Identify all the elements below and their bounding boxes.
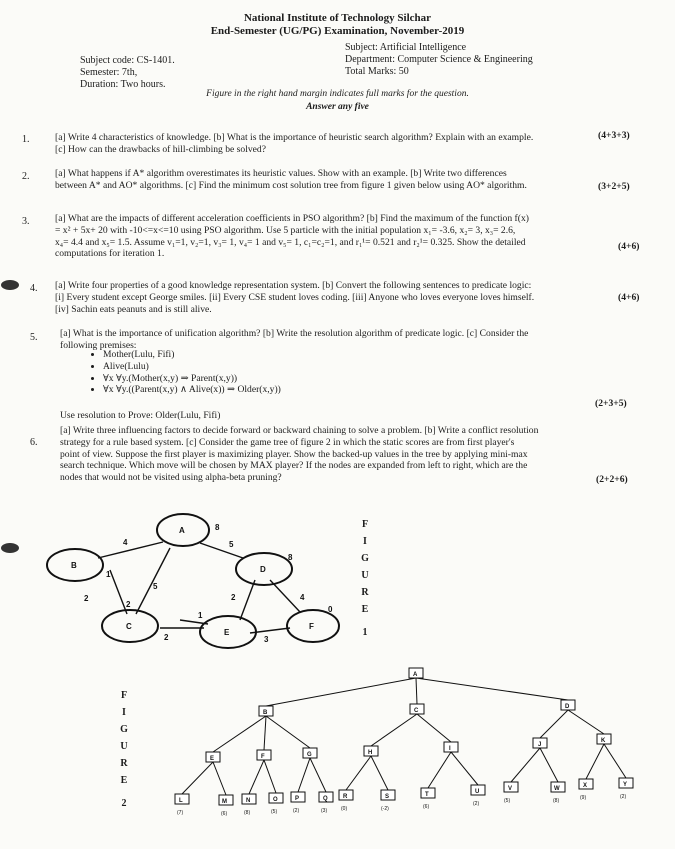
tree-node-i-label: I xyxy=(449,746,451,752)
figure-1-label-char: F xyxy=(361,519,369,530)
graph-node-d-label: D xyxy=(260,565,266,574)
question-5-tail: Use resolution to Prove: Older(Lulu, Fifi) xyxy=(60,410,221,421)
tree-edge xyxy=(249,760,264,794)
graph-node-b-label: B xyxy=(71,561,77,570)
question-2-line-1: [a] What happens if A* algorithm overestimates its heuristic values. Show with an example. [b] Write two differences xyxy=(55,168,507,179)
question-1-number: 1. xyxy=(22,134,30,145)
leaf-o xyxy=(269,793,283,815)
tree-edge xyxy=(568,710,604,734)
edge-cost: 1 xyxy=(106,570,111,579)
figure-2-label-char: E xyxy=(120,775,128,786)
leaf-r xyxy=(339,790,353,812)
premise-3: • ∀x ∀y.(Mother(x,y) ⇒ Parent(x,y)) xyxy=(103,373,281,385)
tree-node-h-label: H xyxy=(368,750,373,756)
edge-cost: 2 xyxy=(164,633,169,642)
department: Department: Computer Science & Engineering xyxy=(345,54,533,65)
tree-node-k-label: K xyxy=(601,738,606,744)
leaf-q-label: Q xyxy=(323,796,328,802)
heuristic-d: 8 xyxy=(288,553,293,562)
tree-edge xyxy=(586,744,604,779)
tree-node-d-label: D xyxy=(565,704,570,710)
premise-2: • Alive(Lulu) xyxy=(103,361,281,373)
leaf-v-value: (5) xyxy=(504,798,511,804)
edge-cost: 2 xyxy=(231,593,236,602)
figure-2-label-char: F xyxy=(120,690,128,701)
margin-note: Figure in the right hand margin indicates full marks for the question. xyxy=(206,89,469,99)
tree-edge xyxy=(416,678,417,704)
question-6-number: 6. xyxy=(30,437,38,448)
question-3-line-4: computations for iteration 1. xyxy=(55,248,165,260)
question-2-line-2: between A* and AO* algorithms. [c] Find the minimum cost solution tree from figure 1 given below using AO* algorithm. xyxy=(55,179,527,191)
figure-1-label-char: I xyxy=(363,536,367,547)
tree-node-g-label: G xyxy=(307,752,312,758)
question-6-marks: (2+2+6) xyxy=(596,474,628,485)
question-6-line-5: nodes that would not be visited using alpha-beta pruning? xyxy=(60,472,282,484)
question-3-line-3: x₄= 4.4 and x₅= 1.5. Assume v₁=1, v₂=1, v₃= 1, v₄= 1 and v₅= 1, c₁=c₂=1, and r₁¹= 0.521 and r₂¹= 0.325. Show the detailed xyxy=(55,236,526,248)
leaf-l-label: L xyxy=(179,798,183,804)
question-6-line-1: [a] Write three influencing factors to decide forward or backward chaining to solve a problem. [b] Write a conflict resolution xyxy=(60,425,539,436)
leaf-m xyxy=(219,795,233,817)
question-3-number: 3. xyxy=(22,216,30,227)
figure-1-label-char: U xyxy=(361,570,369,581)
tree-edge xyxy=(511,748,540,782)
subject-code: Subject code: CS-1401. xyxy=(80,55,175,66)
leaf-p-value: (2) xyxy=(293,808,300,814)
tree-node-c-label: C xyxy=(414,708,419,714)
tree-edge xyxy=(540,748,558,782)
figure-1-label-char: G xyxy=(361,553,369,564)
tree-edge xyxy=(540,710,568,738)
leaf-n-label: N xyxy=(246,798,251,804)
edge-cost: 2 xyxy=(126,600,131,609)
leaf-p-label: P xyxy=(295,796,300,802)
question-5-line-2: following premises: xyxy=(60,339,137,351)
leaf-o-value: (5) xyxy=(271,809,278,815)
edge-cost: 5 xyxy=(153,582,158,591)
tree-edge xyxy=(213,762,226,795)
question-2-number: 2. xyxy=(22,171,30,182)
semester: Semester: 7th, xyxy=(80,67,138,78)
exam-title: End-Semester (UG/PG) Examination, November-2019 xyxy=(210,25,465,37)
tree-edge xyxy=(346,756,371,790)
leaf-s-label: S xyxy=(385,794,390,800)
tree-edge xyxy=(182,762,213,794)
figure-2-label-char: R xyxy=(120,758,128,769)
tree-node-f-label: F xyxy=(261,754,265,760)
question-6-line-3: point of view. Suppose the first player is maximizing player. Show the backed-up values in the tree by applying mini-max xyxy=(60,448,528,460)
leaf-m-value: (6) xyxy=(221,811,228,817)
question-3-line-1: [a] What are the impacts of different acceleration coefficients in PSO algorithm? [b] Find the maximum of the function f(x) xyxy=(55,213,529,224)
figure-2-label-char: U xyxy=(120,741,128,752)
question-4-line-1: [a] Write four properties of a good knowledge representation system. [b] Convert the following sentences to predicate logic: xyxy=(55,280,532,291)
leaf-w-label: W xyxy=(554,786,560,792)
question-4-line-3: [iv] Sachin eats peanuts and is still alive. xyxy=(55,303,212,315)
leaf-s xyxy=(381,790,395,812)
premise-1: • Mother(Lulu, Fifi) xyxy=(103,349,281,361)
leaf-x-value: (9) xyxy=(580,795,587,801)
leaf-u-label: U xyxy=(475,789,480,795)
question-3-line-2: = x² + 5x+ 20 with -10<=x<=10 using PSO algorithm. Use 5 particle with the initial population x₁= -3.6, x₂= 3, x₃= 2.6, xyxy=(55,224,516,236)
edge-cost: 4 xyxy=(123,538,128,547)
tree-edge xyxy=(298,758,310,792)
heuristic-a: 8 xyxy=(215,523,220,532)
question-3-marks: (4+6) xyxy=(618,241,640,252)
leaf-r-label: R xyxy=(343,794,348,800)
leaf-w xyxy=(551,782,565,804)
edge-cost: 5 xyxy=(229,540,234,549)
tree-edges xyxy=(182,678,626,795)
tree-edge xyxy=(417,714,451,742)
leaf-r-value: (0) xyxy=(341,806,348,812)
tree-node-i xyxy=(444,742,458,752)
figure-2-label-char: I xyxy=(122,707,126,718)
leaf-t-label: T xyxy=(425,792,429,798)
question-4-line-2: [i] Every student except George smiles. [ii] Every CSE student loves coding. [iii] Anyone who loves everyone loves himself. xyxy=(55,291,535,303)
figure-1-label-char: E xyxy=(361,604,369,615)
tree-edge xyxy=(428,752,451,788)
tree-edge xyxy=(371,756,388,790)
graph-node-c-label: C xyxy=(126,622,132,631)
leaf-u xyxy=(471,785,485,807)
leaf-q-value: (3) xyxy=(321,808,328,814)
leaf-v xyxy=(504,782,518,804)
tree-node-b-label: B xyxy=(263,710,268,716)
graph-node-a-label: A xyxy=(179,526,185,535)
duration: Duration: Two hours. xyxy=(80,79,166,90)
tree-node-a-label: A xyxy=(413,672,418,678)
premise-4: • ∀x ∀y.((Parent(x,y) ∧ Alive(x)) ⇒ Older(x,y)) xyxy=(103,384,281,396)
leaf-u-value: (2) xyxy=(473,801,480,807)
leaf-v-label: V xyxy=(508,786,513,792)
tree-node-e-label: E xyxy=(210,756,215,762)
question-5-line-1: [a] What is the importance of unification algorithm? [b] Write the resolution algorithm of predicate logic. [c] Consider the xyxy=(60,328,529,339)
leaf-y xyxy=(619,778,633,800)
leaf-n-value: (8) xyxy=(244,810,251,816)
question-1-line-1: [a] Write 4 characteristics of knowledge. [b] What is the importance of heuristic search algorithm? Explain with an example. xyxy=(55,132,534,143)
question-1-marks: (4+3+3) xyxy=(598,130,630,141)
leaf-x-label: X xyxy=(583,783,588,789)
institute-name: National Institute of Technology Silchar xyxy=(243,12,432,24)
leaf-l xyxy=(175,794,189,816)
edge-cost: 2 xyxy=(84,594,89,603)
leaf-q xyxy=(319,792,333,814)
question-2-marks: (3+2+5) xyxy=(598,181,630,192)
leaf-n xyxy=(242,794,256,816)
question-5-number: 5. xyxy=(30,332,38,343)
question-6-line-4: search technique. Which move will be chosen by MAX player? If the nodes are expanded from left to right, which are the xyxy=(60,460,528,472)
leaf-p xyxy=(291,792,305,814)
figure-2-label-char: G xyxy=(120,724,128,735)
leaf-s-value: (-2) xyxy=(381,806,389,812)
leaf-o-label: O xyxy=(273,797,278,803)
tree-edge xyxy=(416,678,568,700)
question-6-line-2: strategy for a rule based system. [c] Consider the game tree of figure 2 in which the static scores are from first player's xyxy=(60,436,515,448)
edge-cost: 3 xyxy=(264,635,269,644)
graph-node-f-label: F xyxy=(309,622,314,631)
tree-edge xyxy=(310,758,326,792)
answer-instruction: Answer any five xyxy=(306,102,369,112)
figure-2-label-char: 2 xyxy=(121,798,127,809)
leaf-w-value: (8) xyxy=(553,798,560,804)
leaf-x xyxy=(579,779,593,801)
question-4-marks: (4+6) xyxy=(618,292,640,303)
subject: Subject: Artificial Intelligence xyxy=(345,42,467,53)
tree-edge xyxy=(266,678,416,706)
tree-edge xyxy=(266,716,310,748)
leaf-y-label: Y xyxy=(623,782,628,788)
leaf-m-label: M xyxy=(222,799,227,805)
tree-edge xyxy=(264,760,276,793)
tree-node-j-label: J xyxy=(538,742,542,748)
tree-edge xyxy=(451,752,478,785)
heuristic-f: 0 xyxy=(328,605,333,614)
leaf-t-value: (6) xyxy=(423,804,430,810)
figure-1-label-char: R xyxy=(361,587,369,598)
leaf-t xyxy=(421,788,435,810)
figure-1-label-char: 1 xyxy=(362,627,368,638)
tree-edge xyxy=(213,716,266,752)
edge-cost: 4 xyxy=(300,593,305,602)
question-1-line-2: [c] How can the drawbacks of hill-climbing be solved? xyxy=(55,143,266,155)
tree-edge xyxy=(264,716,266,750)
edge-cost: 1 xyxy=(198,611,203,620)
leaf-y-value: (2) xyxy=(620,794,627,800)
graph-node-e-label: E xyxy=(224,628,230,637)
total-marks: Total Marks: 50 xyxy=(345,66,409,77)
question-5-marks: (2+3+5) xyxy=(595,398,627,409)
tree-edge xyxy=(371,714,417,746)
question-4-number: 4. xyxy=(30,283,38,294)
leaf-l-value: (7) xyxy=(177,810,184,816)
tree-edge xyxy=(604,744,626,778)
